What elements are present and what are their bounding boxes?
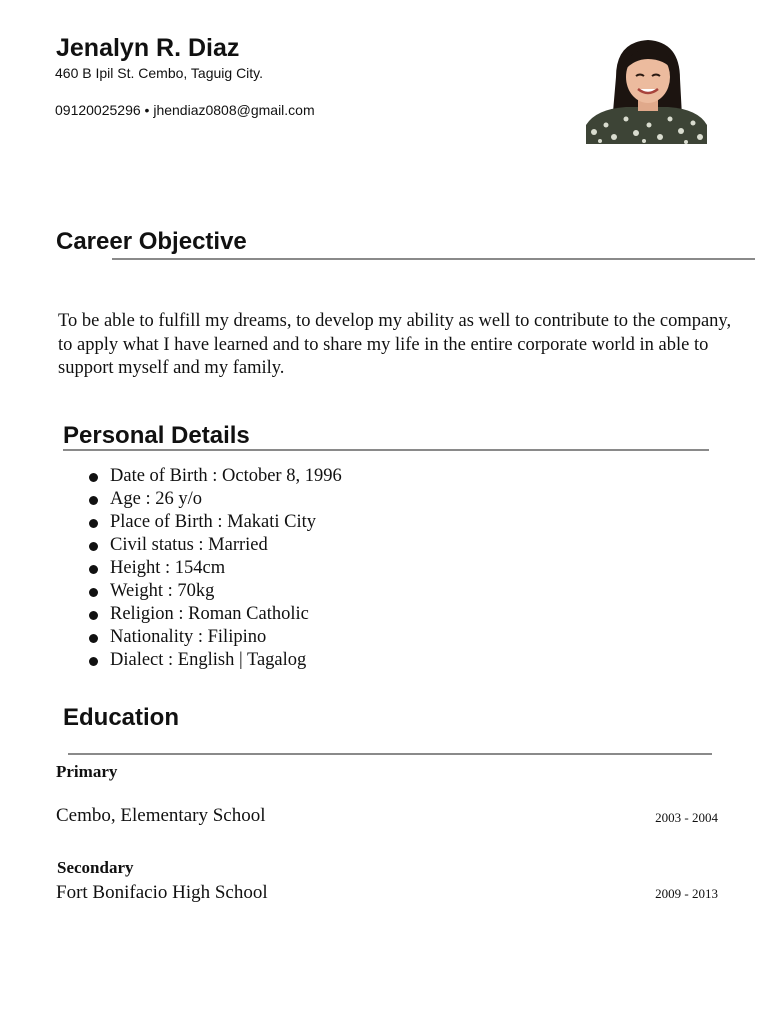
career-objective-text: To be able to fulfill my dreams, to develop my ability as well to contribute to the company, to apply what I have learned and to share my life in the entire corporate world in able to support myself and my family. xyxy=(58,311,732,378)
education-heading: Education xyxy=(63,704,180,731)
primary-level-label: Primary xyxy=(56,762,118,781)
detail-religion xyxy=(110,603,342,626)
detail-text: Religion : Roman Catholic xyxy=(110,604,309,624)
profile-photo xyxy=(586,37,707,144)
applicant-name: Jenalyn R. Diaz xyxy=(56,34,240,62)
bullet-icon xyxy=(89,473,98,482)
detail-nationality xyxy=(110,626,342,649)
personal-details-list xyxy=(110,465,342,672)
secondary-level-label: Secondary xyxy=(57,858,134,877)
contact-line: 09120025296 • jhendiaz0808@gmail.com xyxy=(55,102,315,118)
address-line: 460 B Ipil St. Cembo, Taguig City. xyxy=(55,65,264,81)
detail-text: Nationality : Filipino xyxy=(110,627,267,647)
career-objective-heading: Career Objective xyxy=(56,228,247,255)
bullet-icon xyxy=(89,519,98,528)
bullet-icon xyxy=(89,588,98,597)
bullet-icon xyxy=(89,657,98,666)
bullet-icon xyxy=(89,565,98,574)
detail-text: Civil status : Married xyxy=(110,535,268,555)
bullet-icon xyxy=(89,611,98,620)
secondary-years: 2009 - 2013 xyxy=(655,886,718,901)
bullet-icon xyxy=(89,634,98,643)
career-objective-divider xyxy=(112,258,755,260)
detail-age xyxy=(110,488,342,511)
personal-details-divider xyxy=(63,449,709,451)
primary-years: 2003 - 2004 xyxy=(655,810,718,825)
education-divider xyxy=(68,753,712,755)
personal-details-heading: Personal Details xyxy=(63,422,250,449)
detail-text: Date of Birth : October 8, 1996 xyxy=(110,466,342,486)
secondary-school-name: Fort Bonifacio High School xyxy=(56,882,268,903)
detail-height xyxy=(110,557,342,580)
bullet-icon xyxy=(89,496,98,505)
bullet-icon xyxy=(89,542,98,551)
detail-civil-status xyxy=(110,534,342,557)
detail-date-of-birth xyxy=(110,465,342,488)
detail-text: Age : 26 y/o xyxy=(110,489,202,509)
primary-school-name: Cembo, Elementary School xyxy=(56,805,266,826)
detail-text: Weight : 70kg xyxy=(110,581,215,601)
detail-text: Dialect : English | Tagalog xyxy=(110,650,307,670)
detail-dialect xyxy=(110,649,342,672)
detail-weight xyxy=(110,580,342,603)
detail-text: Place of Birth : Makati City xyxy=(110,512,317,532)
profile-photo-illustration xyxy=(586,37,707,144)
detail-place-of-birth xyxy=(110,511,342,534)
detail-text: Height : 154cm xyxy=(110,558,226,578)
